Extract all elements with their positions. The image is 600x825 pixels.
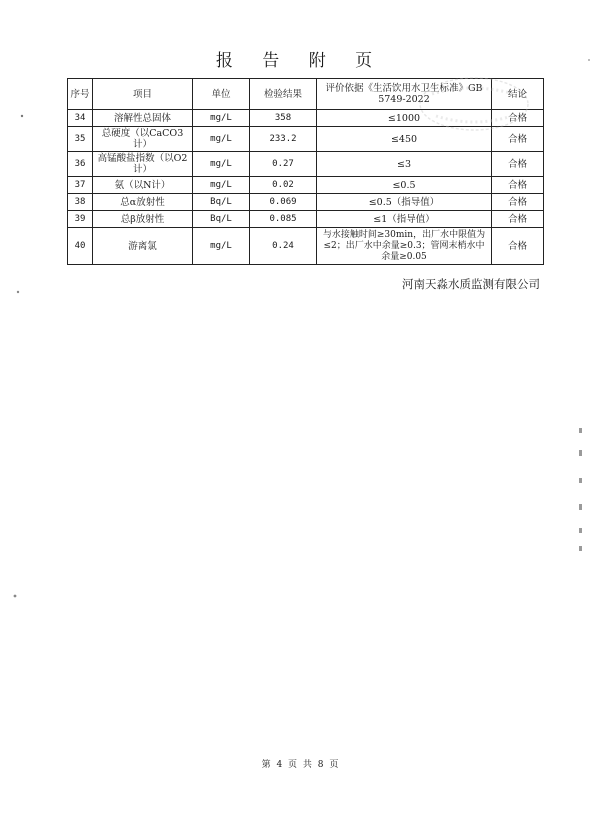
- results-table: [67, 78, 544, 265]
- table-row: [68, 127, 544, 152]
- cell-unit: mg/L: [193, 228, 250, 265]
- header-conclusion: 结论: [492, 79, 544, 110]
- cell-item: 溶解性总固体: [93, 110, 193, 127]
- cell-no: 37: [68, 177, 93, 194]
- header-result: 检验结果: [250, 79, 317, 110]
- cell-conclusion: 合格: [492, 110, 544, 127]
- cell-no: 40: [68, 228, 93, 265]
- header-unit: 单位: [193, 79, 250, 110]
- cell-result: 0.27: [250, 152, 317, 177]
- company-name: 河南天淼水质监测有限公司: [402, 277, 540, 291]
- cell-conclusion: 合格: [492, 127, 544, 152]
- cell-item: 总β放射性: [93, 211, 193, 228]
- cell-item: 总硬度（以CaCO3计）: [93, 127, 193, 152]
- cell-result: 233.2: [250, 127, 317, 152]
- cell-result: 0.24: [250, 228, 317, 265]
- header-standard: 评价依据《生活饮用水卫生标准》GB 5749-2022: [317, 79, 492, 110]
- cell-item: 总α放射性: [93, 194, 193, 211]
- cell-standard: ≤450: [317, 127, 492, 152]
- cell-standard: ≤3: [317, 152, 492, 177]
- table-row: [68, 194, 544, 211]
- cell-conclusion: 合格: [492, 211, 544, 228]
- page-title: 报 告 附 页: [215, 51, 385, 71]
- cell-unit: mg/L: [193, 177, 250, 194]
- cell-result: 0.02: [250, 177, 317, 194]
- table-row: [68, 152, 544, 177]
- cell-standard: ≤1000: [317, 110, 492, 127]
- cell-no: 39: [68, 211, 93, 228]
- cell-unit: mg/L: [193, 152, 250, 177]
- cell-result: 0.069: [250, 194, 317, 211]
- header-no: 序号: [68, 79, 93, 110]
- table-header-row: [68, 79, 544, 110]
- cell-result: 0.085: [250, 211, 317, 228]
- cell-item: 氨（以N计）: [93, 177, 193, 194]
- table-row: [68, 228, 544, 265]
- cell-standard: ≤1（指导值）: [317, 211, 492, 228]
- cell-no: 38: [68, 194, 93, 211]
- cell-unit: Bq/L: [193, 194, 250, 211]
- cell-conclusion: 合格: [492, 228, 544, 265]
- cell-no: 35: [68, 127, 93, 152]
- cell-conclusion: 合格: [492, 177, 544, 194]
- cell-item: 游离氯: [93, 228, 193, 265]
- table-row: [68, 177, 544, 194]
- cell-no: 36: [68, 152, 93, 177]
- header-item: 项目: [93, 79, 193, 110]
- cell-standard: ≤0.5: [317, 177, 492, 194]
- cell-conclusion: 合格: [492, 194, 544, 211]
- cell-unit: mg/L: [193, 110, 250, 127]
- cell-no: 34: [68, 110, 93, 127]
- cell-standard: ≤0.5（指导值）: [317, 194, 492, 211]
- table-row: [68, 110, 544, 127]
- page-footer: 第 4 页 共 8 页: [261, 760, 339, 770]
- cell-unit: Bq/L: [193, 211, 250, 228]
- table-row: [68, 211, 544, 228]
- cell-conclusion: 合格: [492, 152, 544, 177]
- binding-edge-marks: [576, 428, 586, 558]
- cell-result: 358: [250, 110, 317, 127]
- cell-unit: mg/L: [193, 127, 250, 152]
- cell-standard: 与水接触时间≥30min，出厂水中限值为≤2；出厂水中余量≥0.3；管网末梢水中余量≥0.05: [317, 228, 492, 265]
- cell-item: 高锰酸盐指数（以O2计）: [93, 152, 193, 177]
